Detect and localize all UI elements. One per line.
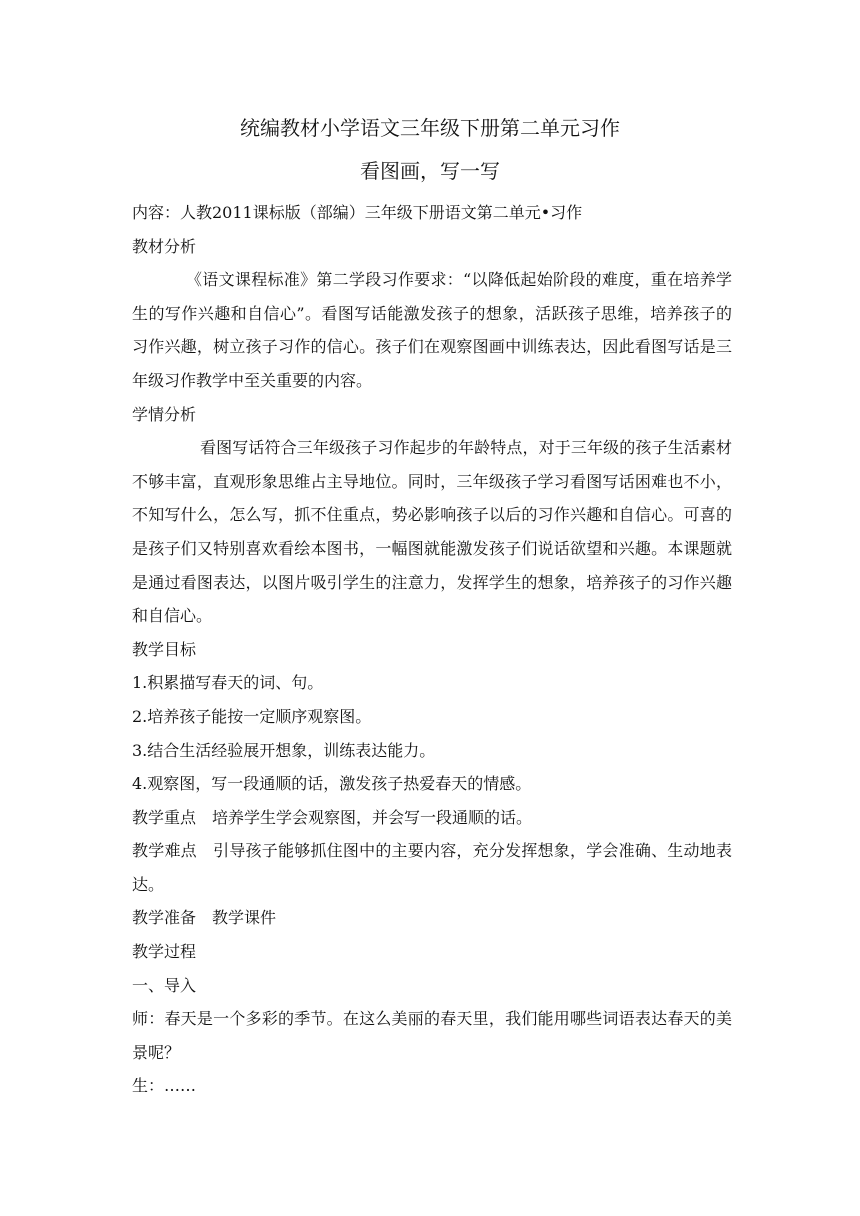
preparation-label: 教学准备 (132, 908, 197, 928)
process-section: 一、导入 (132, 975, 197, 995)
document-subtitle: 看图画，写一写 (360, 159, 500, 183)
goal-item-1: 1.积累描写春天的词、句。 (132, 673, 324, 693)
difficult-point-label: 教学难点 (132, 841, 197, 861)
difficult-point-text: 引导孩子能够抓住图中的主要内容，充分发挥想象，学会准确、生动地表达。 (132, 841, 732, 894)
material-paragraph: 《语文课程标准》第二学段习作要求：“以降低起始阶段的难度，重在培养学生的写作兴趣和自信心”。看图写话能激发孩子的想象，活跃孩子思维，培养孩子的习作兴趣，树立孩子习作的信心。孩子们在观察图画中训练表达，因此看图写话是三年级习作教学中至关重要的内容。 (132, 270, 732, 390)
content-line: 内容：人教2011课标版（部编）三年级下册语文第二单元•习作 (132, 203, 583, 222)
student-line: 生：…… (132, 1076, 197, 1096)
document-title: 统编教材小学语文三年级下册第二单元习作 (240, 116, 620, 140)
student-heading: 学情分析 (132, 404, 197, 424)
key-point-text: 培养学生学会观察图，并会写一段通顺的话。 (212, 807, 533, 827)
key-point-line (132, 801, 732, 835)
material-heading: 教材分析 (132, 236, 197, 256)
goals-heading: 教学目标 (132, 639, 197, 659)
preparation-text: 教学课件 (212, 908, 277, 928)
goal-item-4: 4.观察图，写一段通顺的话，激发孩子热爱春天的情感。 (132, 774, 532, 794)
document-body (132, 196, 732, 1103)
student-paragraph: 看图写话符合三年级孩子习作起步的年龄特点，对于三年级的孩子生活素材不够丰富，直观形象思维占主导地位。同时，三年级孩子学习看图写话困难也不小，不知写什么，怎么写，抓不住重点，势必影响孩子以后的习作兴趣和自信心。可喜的是孩子们又特别喜欢看绘本图书，一幅图就能激发孩子们说话欲望和兴趣。本课题就是通过看图表达，以图片吸引学生的注意力，发挥学生的想象，培养孩子的习作兴趣和自信心。 (132, 438, 732, 626)
teacher-line: 师：春天是一个多彩的季节。在这么美丽的春天里，我们能用哪些词语表达春天的美景呢？ (132, 1009, 732, 1062)
preparation-line (132, 901, 732, 935)
process-heading: 教学过程 (132, 942, 197, 962)
goal-item-2: 2.培养孩子能按一定顺序观察图。 (132, 706, 372, 726)
difficult-point-line (132, 834, 732, 901)
key-point-label: 教学重点 (132, 807, 197, 827)
goal-item-3: 3.结合生活经验展开想象，训练表达能力。 (132, 740, 436, 760)
